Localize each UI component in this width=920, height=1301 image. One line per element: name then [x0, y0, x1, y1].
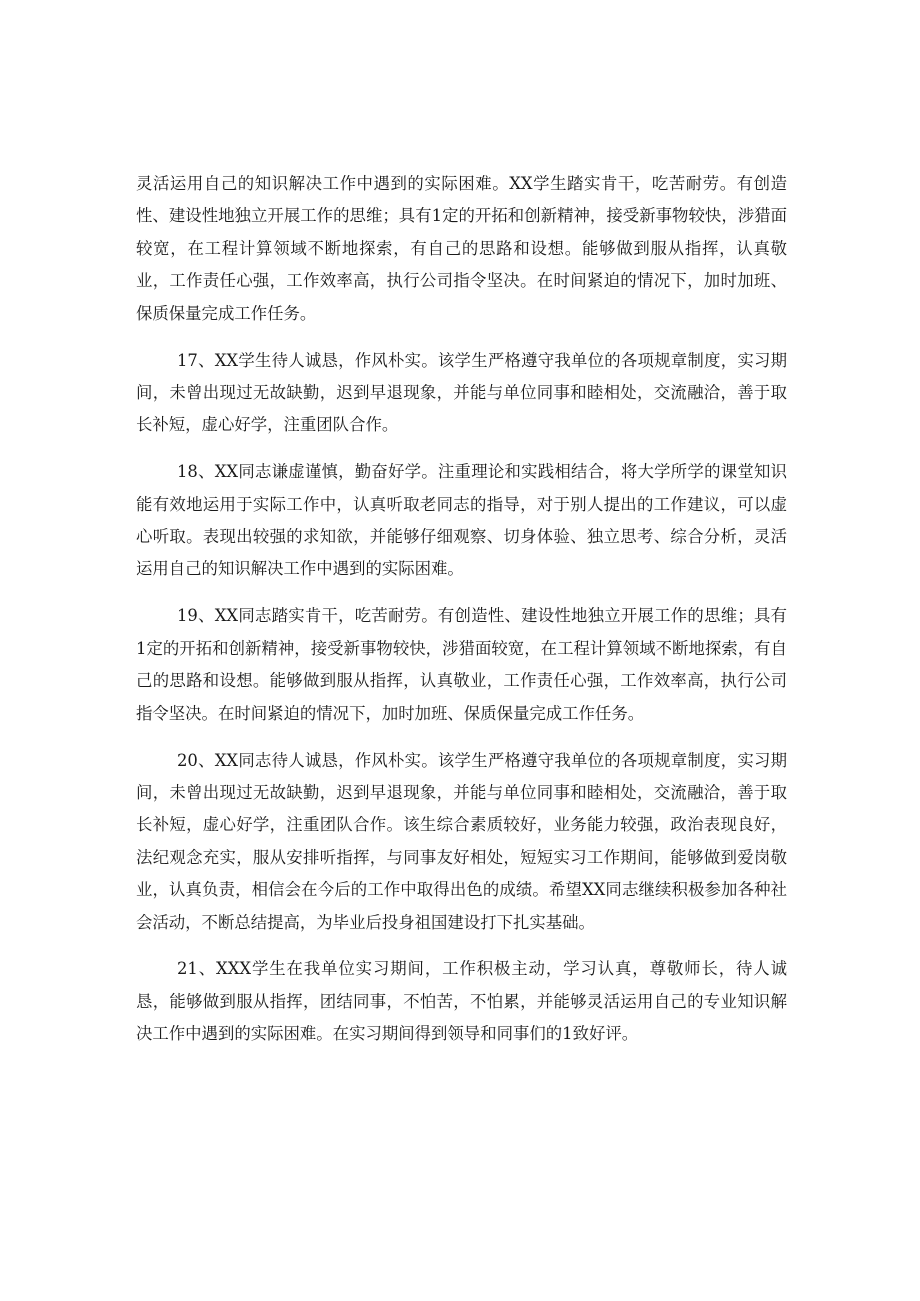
document-body [136, 168, 787, 1065]
paragraph-17: 17、XX学生待人诚恳，作风朴实。该学生严格遵守我单位的各项规章制度，实习期间，未曾出现过无故缺勤，迟到早退现象，并能与单位同事和睦相处，交流融洽，善于取长补短，虚心好学，注重团队合作。 [136, 350, 787, 435]
paragraph-21: 21、XXX学生在我单位实习期间，工作积极主动，学习认真，尊敬师长，待人诚恳，能够做到服从指挥，团结同事，不怕苦，不怕累，并能够灵活运用自己的专业知识解决工作中遇到的实际困难。在实习期间得到领导和同事们的1致好评。 [136, 959, 787, 1044]
paragraph-20: 20、XX同志待人诚恳，作风朴实。该学生严格遵守我单位的各项规章制度，实习期间，未曾出现过无故缺勤，迟到早退现象，并能与单位同事和睦相处，交流融洽，善于取长补短，虚心好学，注重团队合作。该生综合素质较好，业务能力较强，政治表现良好，法纪观念充实，服从安排听指挥，与同事友好相处，短短实习工作期间，能够做到爱岗敬业，认真负责，相信会在今后的工作中取得出色的成绩。希望XX同志继续积极参加各种社会活动，不断总结提高，为毕业后投身祖国建设打下扎实基础。 [136, 750, 787, 932]
paragraph-19: 19、XX同志踏实肯干，吃苦耐劳。有创造性、建设性地独立开展工作的思维；具有1定的开拓和创新精神，接受新事物较快，涉猎面较宽，在工程计算领域不断地探索，有自己的思路和设想。能够做到服从指挥，认真敬业，工作责任心强，工作效率高，执行公司指令坚决。在时间紧迫的情况下，加时加班、保质保量完成工作任务。 [136, 606, 787, 723]
paragraph-continued: 灵活运用自己的知识解决工作中遇到的实际困难。XX学生踏实肯干，吃苦耐劳。有创造性、建设性地独立开展工作的思维；具有1定的开拓和创新精神，接受新事物较快，涉猎面较宽，在工程计算领域不断地探索，有自己的思路和设想。能够做到服从指挥，认真敬业，工作责任心强，工作效率高，执行公司指令坚决。在时间紧迫的情况下，加时加班、保质保量完成工作任务。 [136, 174, 787, 323]
paragraph-18: 18、XX同志谦虚谨慎，勤奋好学。注重理论和实践相结合，将大学所学的课堂知识能有效地运用于实际工作中，认真听取老同志的指导，对于别人提出的工作建议，可以虚心听取。表现出较强的求知欲，并能够仔细观察、切身体验、独立思考、综合分析，灵活运用自己的知识解决工作中遇到的实际困难。 [136, 462, 787, 579]
